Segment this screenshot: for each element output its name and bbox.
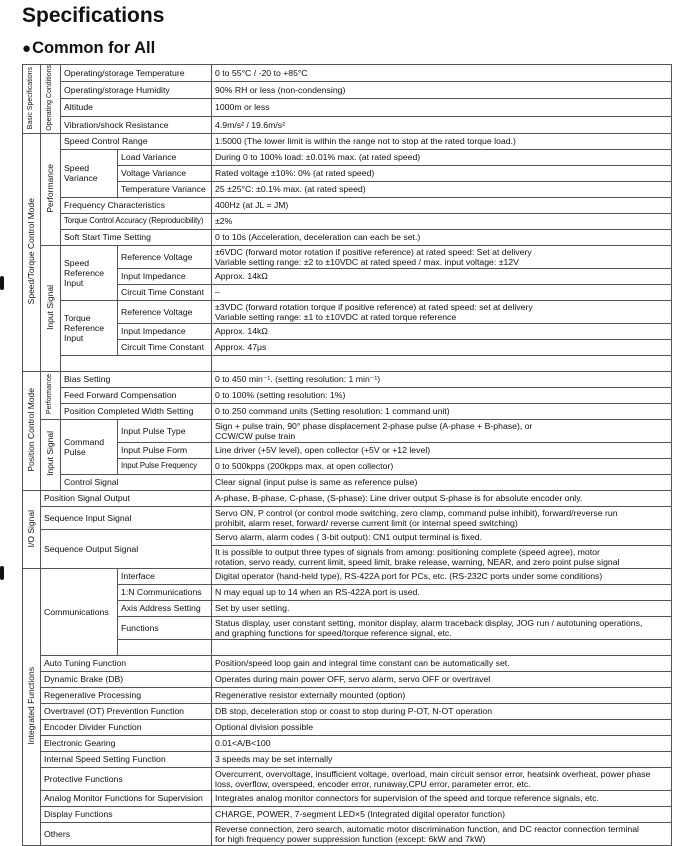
spec-item: Electronic Gearing xyxy=(41,735,212,751)
spec-value-line: loss, overflow, overspeed, encoder error, runaway,CPU error, parameter error, etc. xyxy=(215,778,531,789)
group-label-speed-reference-input: Speed Reference Input xyxy=(61,245,118,300)
spec-value: Position/speed loop gain and integral time constant can be automatically set. xyxy=(212,655,672,671)
spec-value-line: Status display, user constant setting, monitor display, alarm traceback display, JOG run / autotuning operations, xyxy=(215,617,643,628)
spec-item: Sequence Output Signal xyxy=(41,529,212,568)
spec-item: Dynamic Brake (DB) xyxy=(41,671,212,687)
spec-item: Reference Voltage xyxy=(118,300,212,323)
spec-item: Encoder Divider Function xyxy=(41,719,212,735)
spec-value-line: Servo ON, P control (or control mode switching, zero clamp, command pulse inhibit), forward/reverse run xyxy=(215,507,618,518)
table-row xyxy=(23,419,672,442)
spec-value: N may equal up to 14 when an RS-422A port is used. xyxy=(212,584,672,600)
binder-hole-mark xyxy=(0,566,4,580)
spec-item: Axis Address Setting xyxy=(118,600,212,616)
spec-item xyxy=(61,355,212,371)
spec-item: Soft Start Time Setting xyxy=(61,229,212,245)
table-row xyxy=(23,268,672,284)
table-row xyxy=(23,790,672,806)
table-row xyxy=(23,474,672,490)
table-row xyxy=(23,165,672,181)
spec-item: Operating/storage Humidity xyxy=(61,82,212,99)
spec-item: Bias Setting xyxy=(61,371,212,387)
spec-value: Optional division possible xyxy=(212,719,672,735)
table-row xyxy=(23,99,672,116)
spec-item: Protective Functions xyxy=(41,767,212,790)
table-row xyxy=(23,719,672,735)
spec-value: 400Hz (at JL = JM) xyxy=(212,197,672,213)
spec-item: Analog Monitor Functions for Supervision xyxy=(41,790,212,806)
spec-value: ±2% xyxy=(212,213,672,229)
table-row xyxy=(23,300,672,323)
spec-value: 1:5000 (The lower limit is within the range not to stop at the rated torque load.) xyxy=(212,133,672,149)
table-row xyxy=(23,197,672,213)
bullet-icon: ● xyxy=(22,40,32,57)
section-label-input-signal: Input Signal xyxy=(41,245,61,371)
spec-value: 3 speeds may be set internally xyxy=(212,751,672,767)
spec-value xyxy=(212,639,672,655)
spec-value: 90% RH or less (non-condensing) xyxy=(212,82,672,99)
spec-item: Altitude xyxy=(61,99,212,116)
spec-value: Servo alarm, alarm codes ( 3-bit output): CN1 output terminal is fixed. xyxy=(212,529,672,545)
spec-value xyxy=(212,245,672,268)
spec-value: Integrates analog monitor connectors for supervision of the speed and torque reference signals, etc. xyxy=(212,790,672,806)
section-label-basic: Basic Specifications xyxy=(23,65,41,134)
spec-value: Approx. 14kΩ xyxy=(212,323,672,339)
binder-hole-mark xyxy=(0,276,4,290)
spec-item: Internal Speed Setting Function xyxy=(41,751,212,767)
table-row xyxy=(23,639,672,655)
spec-value: Operates during main power OFF, servo alarm, servo OFF or overtravel xyxy=(212,671,672,687)
table-row xyxy=(23,751,672,767)
specifications-table xyxy=(22,64,672,846)
table-row xyxy=(23,671,672,687)
table-row xyxy=(23,149,672,165)
spec-value: DB stop, deceleration stop or coast to stop during P-OT, N-OT operation xyxy=(212,703,672,719)
spec-value xyxy=(212,506,672,529)
spec-item: Interface xyxy=(118,568,212,584)
table-row xyxy=(23,767,672,790)
spec-item: Input Pulse Frequency xyxy=(118,458,212,474)
table-row xyxy=(23,506,672,529)
section-label-io: I/O Signal xyxy=(23,490,41,568)
table-row xyxy=(23,213,672,229)
table-row xyxy=(23,703,672,719)
section-label-performance: Performance xyxy=(41,371,61,419)
spec-value xyxy=(212,300,672,323)
spec-item: Input Impedance xyxy=(118,323,212,339)
spec-value-line: for high frequency power suppression function (except: 6kW and 7kW) xyxy=(215,833,486,844)
spec-value-line: Sign + pulse train, 90° phase displacement 2-phase pulse (A-phase + B-phase), or xyxy=(215,420,533,431)
spec-value: Clear signal (input pulse is same as reference pulse) xyxy=(212,474,672,490)
spec-item: Auto Tuning Function xyxy=(41,655,212,671)
spec-value: Regenerative resistor externally mounted (option) xyxy=(212,687,672,703)
spec-value-line: ±3VDC (forward rotation torque if positive reference) at rated speed: set at delivery xyxy=(215,301,533,312)
table-row xyxy=(23,181,672,197)
table-row xyxy=(23,371,672,387)
table-row xyxy=(23,133,672,149)
section-heading-text: Common for All xyxy=(32,39,156,57)
spec-item: 1:N Communications xyxy=(118,584,212,600)
table-row xyxy=(23,339,672,355)
spec-value: 0 to 250 command units (Setting resolution: 1 command unit) xyxy=(212,403,672,419)
spec-item: Circuit Time Constant xyxy=(118,284,212,300)
group-label-speed-variance: Speed Variance xyxy=(61,149,118,197)
spec-value xyxy=(212,355,672,371)
spec-item: Input Pulse Type xyxy=(118,419,212,442)
spec-value: 0 to 100% (setting resolution: 1%) xyxy=(212,387,672,403)
spec-item: Circuit Time Constant xyxy=(118,339,212,355)
spec-item: Control Signal xyxy=(61,474,212,490)
spec-value-line: rotation, servo ready, current limit, speed limit, brake release, warning, NEAR, and zero point pulse signal xyxy=(215,556,620,567)
group-label-command-pulse: Command Pulse xyxy=(61,419,118,474)
spec-item: Operating/storage Temperature xyxy=(61,65,212,82)
table-row xyxy=(23,403,672,419)
table-row xyxy=(23,584,672,600)
spec-item: Input Impedance xyxy=(118,268,212,284)
table-row xyxy=(23,458,672,474)
spec-item: Overtravel (OT) Prevention Function xyxy=(41,703,212,719)
spec-value: Approx. 47μs xyxy=(212,339,672,355)
spec-value: 25 ±25°C: ±0.1% max. (at rated speed) xyxy=(212,181,672,197)
table-row xyxy=(23,600,672,616)
spec-item xyxy=(118,639,212,655)
spec-value: Line driver (+5V level), open collector (+5V or +12 level) xyxy=(212,442,672,458)
spec-item: Voltage Variance xyxy=(118,165,212,181)
section-label-position: Position Control Mode xyxy=(23,371,41,490)
spec-item: Functions xyxy=(118,616,212,639)
spec-value: A-phase, B-phase, C-phase, (S-phase): Line driver output S-phase is for absolute encoder only. xyxy=(212,490,672,506)
table-row xyxy=(23,822,672,845)
spec-value xyxy=(212,616,672,639)
spec-value: 0 to 55°C / -20 to +85°C xyxy=(212,65,672,82)
spec-value: 0 to 10s (Acceleration, deceleration can each be set.) xyxy=(212,229,672,245)
spec-item: Display Functions xyxy=(41,806,212,822)
spec-value: 0 to 500kpps (200kpps max. at open collector) xyxy=(212,458,672,474)
spec-value-line: prohibit, alarm reset, forward/ reverse current limit (or internal speed switching) xyxy=(215,517,518,528)
group-label-communications: Communications xyxy=(41,568,118,655)
table-row xyxy=(23,735,672,751)
spec-item: Temperature Variance xyxy=(118,181,212,197)
table-row xyxy=(23,245,672,268)
spec-item: Vibration/shock Resistance xyxy=(61,116,212,133)
table-row xyxy=(23,387,672,403)
spec-value xyxy=(212,419,672,442)
spec-item: Input Pulse Form xyxy=(118,442,212,458)
spec-item: Load Variance xyxy=(118,149,212,165)
spec-value: 0 to 450 min⁻¹. (setting resolution: 1 min⁻¹) xyxy=(212,371,672,387)
spec-item: Position Completed Width Setting xyxy=(61,403,212,419)
table-row xyxy=(23,229,672,245)
spec-value-line: Reverse connection, zero search, automatic motor discrimination function, and DC reactor connection terminal xyxy=(215,823,639,834)
spec-value: – xyxy=(212,284,672,300)
spec-item: Reference Voltage xyxy=(118,245,212,268)
spec-value-line: Variable setting range: ±2 to ±10VDC at rated speed / max. input voltage: ±12V xyxy=(215,256,519,267)
spec-value-line: It is possible to output three types of signals from among: positioning complete (speed agree), motor xyxy=(215,546,600,557)
spec-item: Torque Control Accuracy (Reproducibility) xyxy=(61,213,212,229)
spec-value: Approx. 14kΩ xyxy=(212,268,672,284)
section-label-operating: Operating Conditions xyxy=(41,65,61,134)
spec-value: 0.01<A/B<100 xyxy=(212,735,672,751)
table-row xyxy=(23,616,672,639)
spec-item: Regenerative Processing xyxy=(41,687,212,703)
table-row xyxy=(23,442,672,458)
table-row xyxy=(23,116,672,133)
spec-value-line: ±6VDC (forward motor rotation if positive reference) at rated speed: Set at delivery xyxy=(215,246,532,257)
spec-value xyxy=(212,767,672,790)
spec-value-line: Variable setting range: ±1 to ±10VDC at rated torque reference xyxy=(215,311,457,322)
table-row xyxy=(23,490,672,506)
section-label-performance: Performance xyxy=(41,133,61,245)
group-label-torque-reference-input: Torque Reference Input xyxy=(61,300,118,355)
table-row xyxy=(23,806,672,822)
page-title: Specifications xyxy=(22,4,165,27)
section-label-input-signal: Input Signal xyxy=(41,419,61,490)
spec-value-line: and graphing functions for speed/torque reference signal, etc. xyxy=(215,627,452,638)
spec-value: During 0 to 100% load: ±0.01% max. (at rated speed) xyxy=(212,149,672,165)
section-label-speed-torque: Speed/Torque Control Mode xyxy=(23,133,41,371)
spec-value xyxy=(212,822,672,845)
spec-item: Speed Control Range xyxy=(61,133,212,149)
spec-value: 1000m or less xyxy=(212,99,672,116)
spec-item: Feed Forward Compensation xyxy=(61,387,212,403)
spec-value: Digital operator (hand-held type), RS-422A port for PCs, etc. (RS-232C ports under some conditions) xyxy=(212,568,672,584)
table-row xyxy=(23,284,672,300)
table-row xyxy=(23,529,672,545)
spec-value-line: Overcurrent, overvoltage, insufficient voltage, overload, main circuit sensor error, heatsink overheat, power phase xyxy=(215,768,651,779)
spec-value: Rated voltage ±10%: 0% (at rated speed) xyxy=(212,165,672,181)
spec-value: CHARGE, POWER, 7-segment LED×5 (Integrated digital operator function) xyxy=(212,806,672,822)
table-row xyxy=(23,355,672,371)
table-row xyxy=(23,82,672,99)
table-row xyxy=(23,65,672,82)
table-row xyxy=(23,323,672,339)
spec-value: 4.9m/s² / 19.6m/s² xyxy=(212,116,672,133)
spec-value-line: CCW/CW pulse train xyxy=(215,430,296,441)
spec-item: Sequence Input Signal xyxy=(41,506,212,529)
spec-item: Frequency Characteristics xyxy=(61,197,212,213)
table-row xyxy=(23,568,672,584)
table-row xyxy=(23,655,672,671)
spec-item: Position Signal Output xyxy=(41,490,212,506)
spec-value xyxy=(212,545,672,568)
spec-value: Set by user setting. xyxy=(212,600,672,616)
spec-item: Others xyxy=(41,822,212,845)
section-heading xyxy=(22,39,155,58)
table-row xyxy=(23,687,672,703)
section-label-integrated: Integrated Functions xyxy=(23,568,41,845)
